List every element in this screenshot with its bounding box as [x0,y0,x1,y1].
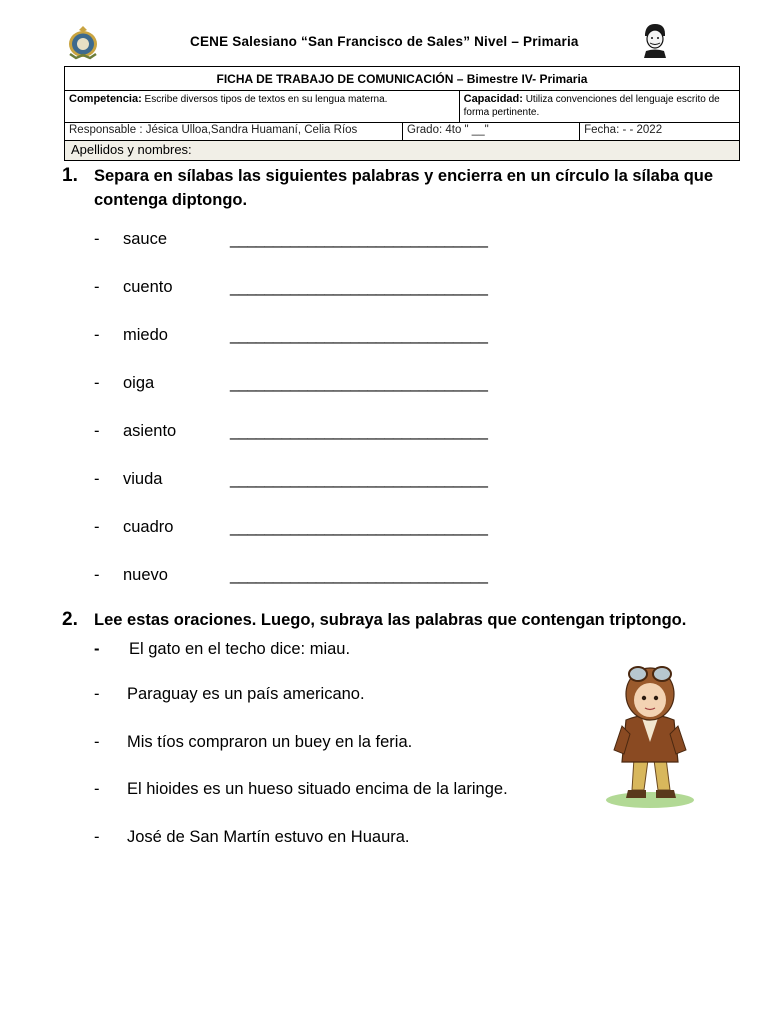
word-label: nuevo [123,566,168,584]
question-1-text: Separa en sílabas las siguientes palabras y encierra en un círculo la sílaba que contenga diptongo. [94,167,714,209]
word-label: oiga [123,374,155,392]
school-crest-icon [64,24,102,60]
list-dash: - [94,470,100,488]
answer-blank[interactable]: ______________________________ [230,374,488,392]
worksheet-info-table [64,66,740,161]
competencia-label: Competencia: [69,93,142,105]
sentence-text[interactable]: José de San Martín estuvo en Huaura. [127,828,410,846]
list-dash: - [94,828,100,846]
founder-portrait-icon [638,22,672,58]
list-dash: - [94,566,100,584]
capacidad-label: Capacidad: [463,93,523,105]
word-label: viuda [123,470,163,488]
sentence-text[interactable]: Paraguay es un país americano. [127,685,365,703]
competencia-text: Escribe diversos tipos de textos en su lengua materna. [144,94,388,105]
sentence-text[interactable]: El hioides es un hueso situado encima de la laringe. [127,780,508,798]
list-dash: - [94,518,100,536]
word-label: cuadro [123,518,174,536]
fecha-field[interactable]: Fecha: - - 2022 [580,123,740,141]
answer-blank[interactable]: ______________________________ [230,470,488,488]
list-dash: - [94,374,100,392]
answer-blank[interactable]: ______________________________ [230,326,488,344]
list-dash: - [94,326,100,344]
word-label: cuento [123,278,173,296]
question-1 [62,164,742,214]
answer-blank[interactable]: ______________________________ [230,230,488,248]
answer-blank[interactable]: ______________________________ [230,566,488,584]
list-dash: - [94,230,100,248]
worksheet-title: FICHA DE TRABAJO DE COMUNICACIÓN – Bimestre IV- Primaria [65,67,740,91]
list-dash: - [94,278,100,296]
sentence-text[interactable]: Mis tíos compraron un buey en la feria. [127,733,413,751]
word-label: asiento [123,422,177,440]
page-header [0,22,768,62]
question-2 [62,608,742,634]
word-label: sauce [123,230,168,248]
question-2-text: Lee estas oraciones. Luego, subraya las palabras que contengan triptongo. [94,611,687,629]
responsable-cell: Responsable : Jésica Ulloa,Sandra Huamaní, Celia Ríos [65,123,403,141]
competencia-cell [65,91,460,123]
answer-blank[interactable]: ______________________________ [230,518,488,536]
capacidad-cell [459,91,739,123]
list-dash: - [94,780,100,798]
sentence-text[interactable]: El gato en el techo dice: miau. [129,640,351,658]
list-dash: - [94,640,100,658]
list-dash: - [94,733,100,751]
capacidad-text: Utiliza convenciones del lenguaje escrito de forma pertinente. [463,94,720,118]
school-title: CENE Salesiano “San Francisco de Sales” Nivel – Primaria [190,34,579,49]
word-label: miedo [123,326,168,344]
question-1-number: 1. [62,165,78,186]
answer-blank[interactable]: ______________________________ [230,422,488,440]
list-dash: - [94,685,100,703]
list-dash: - [94,422,100,440]
answer-blank[interactable]: ______________________________ [230,278,488,296]
aviator-child-illustration [602,650,700,810]
question-2-number: 2. [62,609,78,630]
apellidos-field[interactable]: Apellidos y nombres: [65,141,740,161]
grado-field[interactable]: Grado: 4to " __" [403,123,580,141]
